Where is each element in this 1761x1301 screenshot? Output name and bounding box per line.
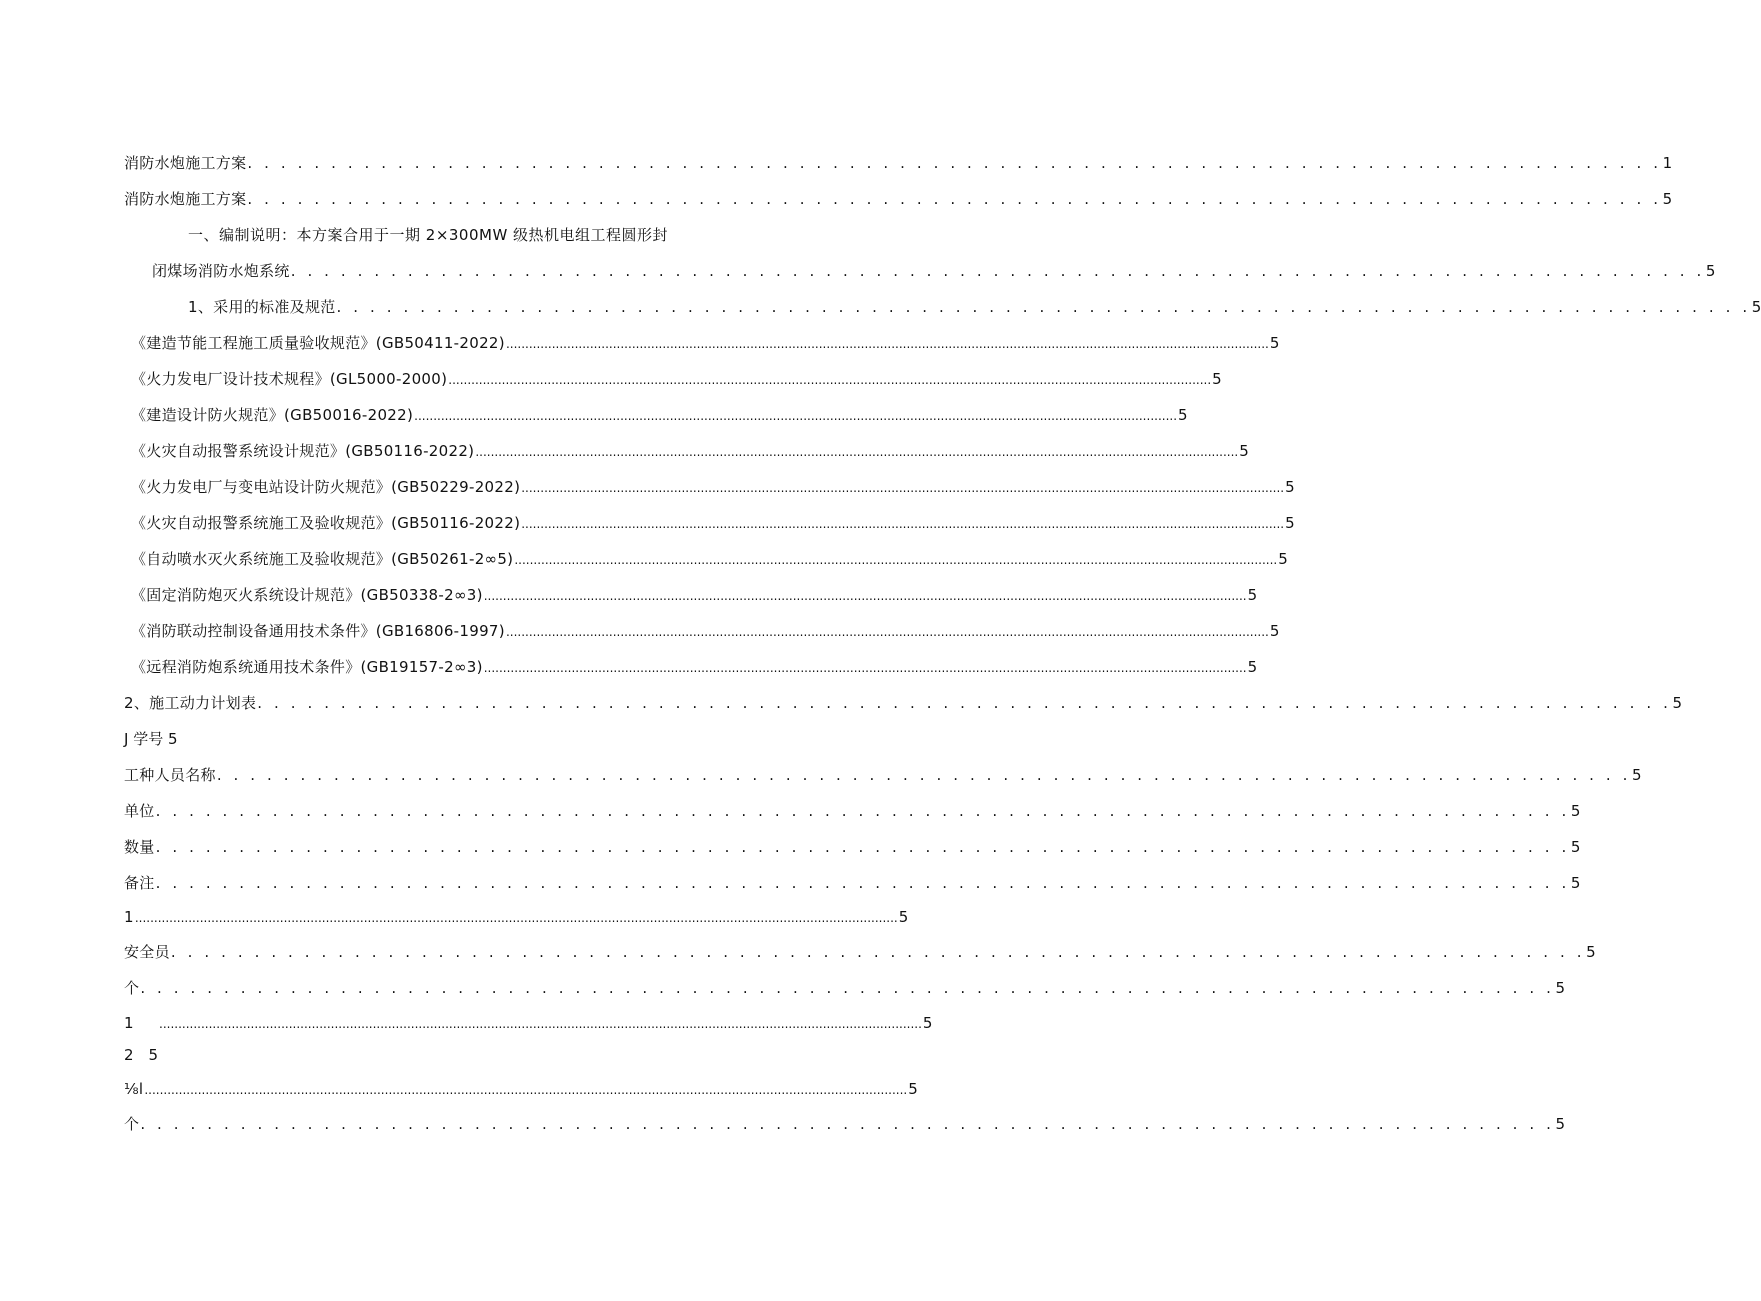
dot-leader: . . . . . . . . . . . . . . . . . . . . . . . . . . . . . . . . . . . . . . . . . . . . . . . . . . . . . . . . . . . . . . . . . . . . . . . . . . . . . . . . . . . . . [140, 979, 1555, 997]
toc-entry[interactable] [124, 691, 1682, 715]
toc-entry[interactable] [152, 259, 1716, 283]
toc-entry[interactable] [131, 511, 1295, 535]
toc-page-number: 5 [898, 908, 909, 926]
toc-entry-plain[interactable]: J 学号 5 [124, 730, 178, 748]
toc-entry-text: 《消防联动控制设备通用技术条件》(GB16806-1997) [131, 622, 505, 640]
toc-entry-text: 个 [124, 979, 140, 997]
dot-leader: . . . . . . . . . . . . . . . . . . . . . . . . . . . . . . . . . . . . . . . . . . . . . . . . . . . . . . . . . . . . . . . . . . . . . . . . . . . . . . . . . . . . . [247, 154, 1662, 172]
dot-leader: ........................................................................................................................................................................................................ [144, 1083, 908, 1097]
dot-leader: ........................................................................................................................................................................................................ [483, 661, 1247, 675]
toc-page-number: 1 [1662, 154, 1673, 172]
toc-entry-text: 《火力发电厂与变电站设计防火规范》(GB50229-2022) [131, 478, 521, 496]
toc-page-number: 5 [1586, 943, 1596, 961]
toc-page-number: 5 [1247, 586, 1258, 604]
toc-page-number: 5 [1555, 979, 1566, 997]
dot-leader: ........................................................................................................................................................................................................ [505, 625, 1269, 639]
toc-entry[interactable] [124, 871, 1581, 895]
toc-page-number: 5 [1751, 298, 1761, 316]
dot-leader: . . . . . . . . . . . . . . . . . . . . . . . . . . . . . . . . . . . . . . . . . . . . . . . . . . . . . . . . . . . . . . . . . . . . . . . . . . . . . . . . . . . . . [140, 1115, 1555, 1133]
dot-leader: ........................................................................................................................................................................................................ [483, 589, 1247, 603]
toc-entry[interactable] [124, 799, 1581, 823]
toc-entry-text: 2、施工动力计划表 [124, 694, 257, 712]
toc-entry-text: 消防水炮施工方案 [124, 190, 247, 208]
toc-entry[interactable] [124, 151, 1673, 175]
toc-page-number: 5 [1570, 802, 1581, 820]
toc-entry-text: ⅛l [124, 1080, 144, 1098]
dot-leader: . . . . . . . . . . . . . . . . . . . . . . . . . . . . . . . . . . . . . . . . . . . . . . . . . . . . . . . . . . . . . . . . . . . . . . . . . . . . . . . . . . . . . [290, 262, 1705, 280]
dot-leader: . . . . . . . . . . . . . . . . . . . . . . . . . . . . . . . . . . . . . . . . . . . . . . . . . . . . . . . . . . . . . . . . . . . . . . . . . . . . . . . . . . . . . [257, 694, 1672, 712]
toc-entry-heading[interactable]: 一、编制说明：本方案合用于一期 2×300MW 级热机电组工程圆形封 [188, 226, 669, 244]
toc-entry-text: 《建造节能工程施工质量验收规范》(GB50411-2022) [131, 334, 505, 352]
dot-leader: ........................................................................................................................................................................................................ [159, 1017, 922, 1031]
toc-entry[interactable] [131, 403, 1188, 427]
toc-entry[interactable] [124, 763, 1642, 787]
toc-page-number: 5 [908, 1080, 918, 1098]
toc-entry-text: 《火灾自动报警系统设计规范》(GB50116-2022) [131, 442, 475, 460]
toc-entry-text: 1 [124, 908, 134, 926]
toc-entry-text: 闭煤场消防水炮系统 [152, 262, 290, 280]
toc-entry-text: 数量 [124, 838, 155, 856]
dot-leader: . . . . . . . . . . . . . . . . . . . . . . . . . . . . . . . . . . . . . . . . . . . . . . . . . . . . . . . . . . . . . . . . . . . . . . . . . . . . . . . . . . . . . [247, 190, 1662, 208]
toc-page-number: 5 [1285, 478, 1295, 496]
toc-entry-text: 工种人员名称 [124, 766, 216, 784]
toc-entry[interactable] [131, 583, 1258, 607]
toc-entry-text: 安全员 [124, 943, 170, 961]
toc-page-number: 5 [1269, 334, 1280, 352]
toc-entry[interactable] [124, 1112, 1566, 1136]
dot-leader: ........................................................................................................................................................................................................ [514, 553, 1278, 567]
toc-entry-text: 1、采用的标准及规范 [188, 298, 336, 316]
toc-entry-text: 《火力发电厂设计技术规程》(GL5000-2000) [131, 370, 448, 388]
toc-page-number: 5 [1212, 370, 1222, 388]
dot-leader: ........................................................................................................................................................................................................ [414, 409, 1178, 423]
toc-entry[interactable] [131, 475, 1295, 499]
toc-page-number: 5 [1239, 442, 1249, 460]
toc-entry-text: 消防水炮施工方案 [124, 154, 247, 172]
toc-page-number: 5 [922, 1014, 933, 1032]
dot-leader: ........................................................................................................................................................................................................ [134, 911, 898, 925]
dot-leader: . . . . . . . . . . . . . . . . . . . . . . . . . . . . . . . . . . . . . . . . . . . . . . . . . . . . . . . . . . . . . . . . . . . . . . . . . . . . . . . . . . . . . [155, 838, 1570, 856]
toc-entry-plain[interactable]: 2 5 [124, 1046, 159, 1064]
dot-leader: ........................................................................................................................................................................................................ [448, 373, 1212, 387]
toc-entry[interactable] [124, 835, 1581, 859]
toc-page-number: 5 [1285, 514, 1295, 532]
dot-leader: ........................................................................................................................................................................................................ [475, 445, 1239, 459]
toc-entry[interactable] [124, 1011, 933, 1035]
toc-entry-text: 《固定消防炮灭火系统设计规范》(GB50338-2∞3) [131, 586, 483, 604]
toc-entry[interactable] [131, 331, 1280, 355]
toc-entry-text: 《火灾自动报警系统施工及验收规范》(GB50116-2022) [131, 514, 521, 532]
dot-leader: . . . . . . . . . . . . . . . . . . . . . . . . . . . . . . . . . . . . . . . . . . . . . . . . . . . . . . . . . . . . . . . . . . . . . . . . . . . . . . . . . . . . . [155, 874, 1570, 892]
toc-entry[interactable] [188, 295, 1761, 319]
toc-entry[interactable] [131, 619, 1280, 643]
toc-entry[interactable] [131, 367, 1222, 391]
toc-entry[interactable] [131, 547, 1288, 571]
toc-entry-text: 个 [124, 1115, 140, 1133]
toc-entry[interactable] [131, 439, 1249, 463]
dot-leader: ........................................................................................................................................................................................................ [505, 337, 1269, 351]
toc-entry-text: 单位 [124, 802, 155, 820]
dot-leader: . . . . . . . . . . . . . . . . . . . . . . . . . . . . . . . . . . . . . . . . . . . . . . . . . . . . . . . . . . . . . . . . . . . . . . . . . . . . . . . . . . . . . [336, 298, 1751, 316]
toc-entry[interactable] [124, 905, 909, 929]
dot-leader: . . . . . . . . . . . . . . . . . . . . . . . . . . . . . . . . . . . . . . . . . . . . . . . . . . . . . . . . . . . . . . . . . . . . . . . . . . . . . . . . . . . . . [216, 766, 1632, 784]
toc-entry-text: 《建造设计防火规范》(GB50016-2022) [131, 406, 414, 424]
toc-page-number: 5 [1269, 622, 1280, 640]
toc-entry[interactable] [131, 655, 1258, 679]
dot-leader: . . . . . . . . . . . . . . . . . . . . . . . . . . . . . . . . . . . . . . . . . . . . . . . . . . . . . . . . . . . . . . . . . . . . . . . . . . . . . . . . . . . . . [155, 802, 1570, 820]
toc-entry-text: 《远程消防炮系统通用技术条件》(GB19157-2∞3) [131, 658, 483, 676]
toc-entry-text: 备注 [124, 874, 155, 892]
toc-entry-text: 1 [124, 1014, 134, 1032]
toc-page-number: 5 [1278, 550, 1288, 568]
dot-leader: ........................................................................................................................................................................................................ [521, 481, 1285, 495]
toc-page-number: 5 [1672, 694, 1682, 712]
toc-entry[interactable] [124, 1077, 918, 1101]
dot-leader: ........................................................................................................................................................................................................ [521, 517, 1285, 531]
toc-entry[interactable] [124, 976, 1566, 1000]
toc-entry-text: 《自动喷水灭火系统施工及验收规范》(GB50261-2∞5) [131, 550, 514, 568]
toc-page-number: 5 [1705, 262, 1716, 280]
toc-page-number: 5 [1178, 406, 1188, 424]
dot-leader: . . . . . . . . . . . . . . . . . . . . . . . . . . . . . . . . . . . . . . . . . . . . . . . . . . . . . . . . . . . . . . . . . . . . . . . . . . . . . . . . . . . . . [170, 943, 1586, 961]
toc-page-number: 5 [1247, 658, 1258, 676]
toc-page-number: 5 [1632, 766, 1642, 784]
toc-entry[interactable] [124, 940, 1596, 964]
toc-page-number: 5 [1555, 1115, 1566, 1133]
toc-page-number: 5 [1570, 874, 1581, 892]
toc-entry[interactable] [124, 187, 1673, 211]
toc-page-number: 5 [1662, 190, 1673, 208]
toc-page-number: 5 [1570, 838, 1581, 856]
